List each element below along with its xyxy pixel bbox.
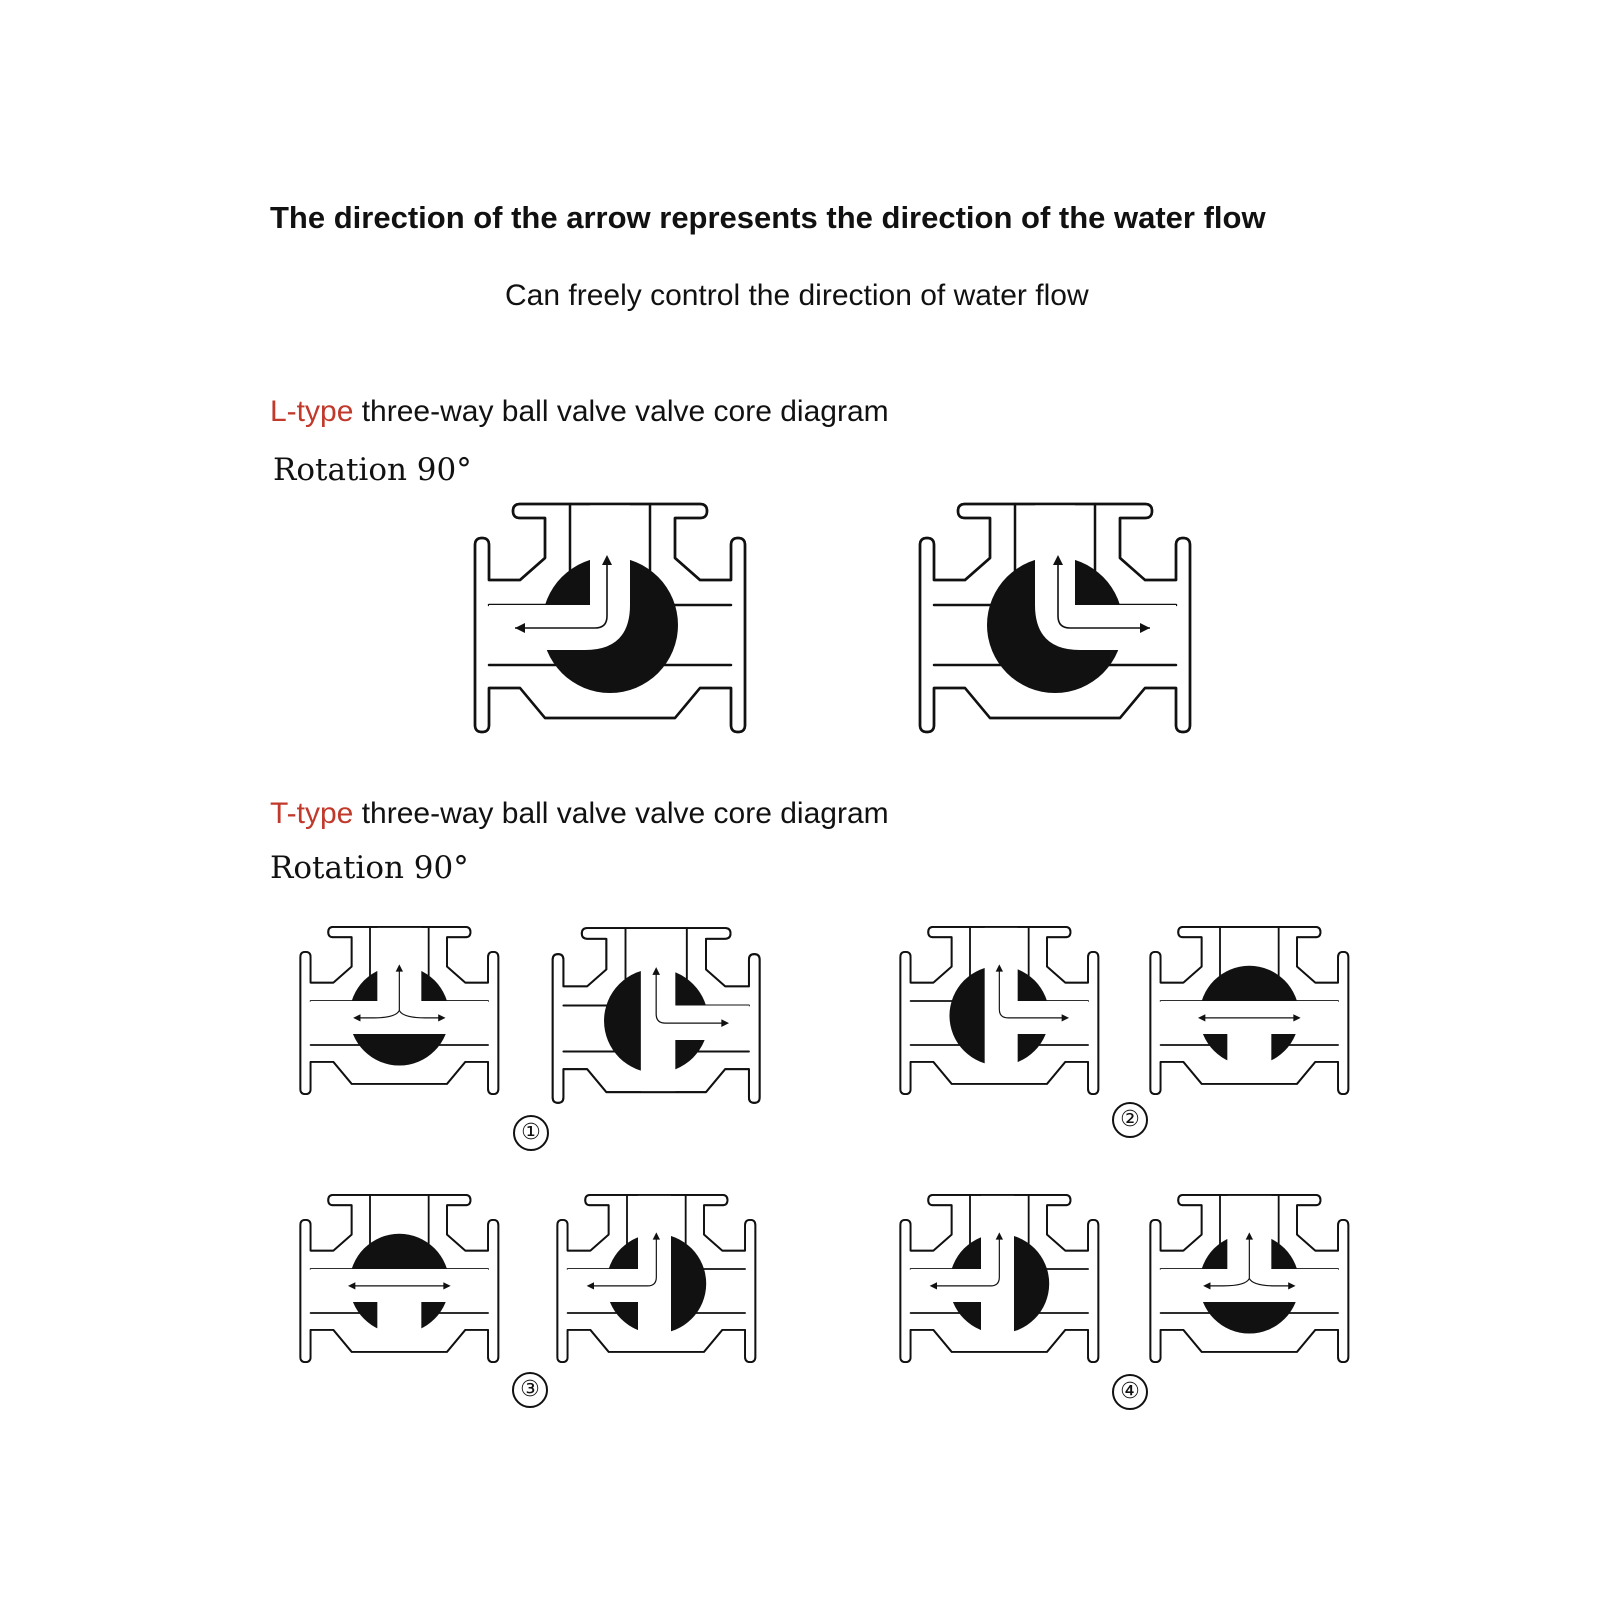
l-type-heading	[270, 395, 889, 429]
t-valve-diagram-4b	[1143, 1190, 1363, 1370]
step-marker-4: ④	[1112, 1374, 1148, 1410]
t-type-description: three-way ball valve valve core diagram	[353, 797, 889, 830]
page-subtitle: Can freely control the direction of water flow	[505, 279, 1089, 312]
t-valve-diagram-1b	[545, 922, 775, 1112]
l-valve-diagram-1	[465, 500, 765, 740]
t-valve-diagram-1a	[293, 922, 513, 1102]
t-type-label: T-type	[270, 797, 354, 830]
t-type-heading	[270, 797, 889, 831]
step-marker-3: ③	[512, 1372, 548, 1408]
l-rotation-label: Rotation 90°	[273, 452, 472, 488]
flow-channel-vertical	[1227, 1027, 1271, 1084]
t-valve-diagram-3b	[550, 1190, 770, 1370]
t-valve-diagram-2a	[893, 922, 1113, 1102]
t-rotation-label: Rotation 90°	[270, 850, 469, 886]
t-valve-diagram-3a	[293, 1190, 513, 1370]
page-title: The direction of the arrow represents the direction of the water flow	[270, 200, 1266, 235]
step-marker-2: ②	[1112, 1102, 1148, 1138]
l-valve-diagram-2	[900, 500, 1220, 740]
step-marker-1: ①	[513, 1115, 549, 1151]
l-type-description: three-way ball valve valve core diagram	[353, 395, 889, 428]
t-valve-diagram-4a	[893, 1190, 1113, 1370]
flow-channel-vertical	[377, 1295, 421, 1352]
l-type-label: L-type	[270, 395, 354, 428]
t-valve-diagram-2b	[1143, 922, 1363, 1102]
